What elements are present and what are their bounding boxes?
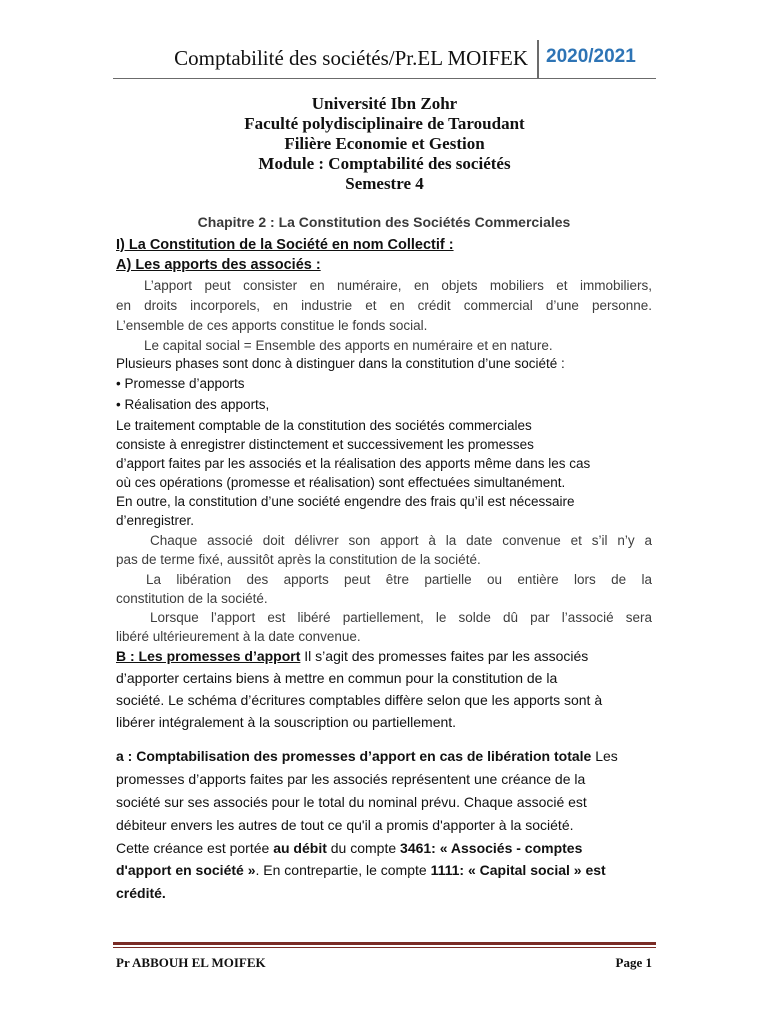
paragraph-line: Le traitement comptable de la constitution des sociétés commerciales — [116, 418, 532, 433]
account-1111: 1111: « Capital social » est — [430, 862, 606, 878]
account-debit-line — [116, 840, 652, 856]
paragraph-line: L’ensemble de ces apports constitue le fonds social. — [116, 318, 428, 333]
account-credit-line — [116, 862, 652, 878]
paragraph-line: crédité. — [116, 885, 166, 901]
paragraph-line: où ces opérations (promesse et réalisation) sont effectuées simultanément. — [116, 475, 566, 490]
account-3461: 3461: « Associés - comptes — [400, 840, 583, 856]
section-a-text: Les — [591, 748, 618, 764]
paragraph-line: libérer intégralement à la souscription ou partiellement. — [116, 714, 457, 730]
paragraph-line: débiteur envers les autres de tout ce qu'il a promis d'apporter à la société. — [116, 817, 574, 833]
section-B-first-line — [116, 648, 652, 664]
phases-intro: Plusieurs phases sont donc à distinguer dans la constitution d’une société : — [116, 356, 565, 371]
text-run: Cette créance est portée — [116, 840, 274, 856]
paragraph-line: En outre, la constitution d’une société engendre des frais qu’il est nécessaire — [116, 494, 575, 509]
text-run-bold: au débit — [273, 840, 327, 856]
footer-rule-thin — [113, 947, 656, 948]
header-title: Comptabilité des sociétés/Pr.EL MOIFEK — [174, 46, 528, 70]
bullet-item: • Réalisation des apports, — [116, 397, 270, 412]
paragraph-line: constitution de la société. — [116, 591, 268, 606]
paragraph-line: libéré ultérieurement à la date convenue. — [116, 629, 361, 644]
paragraph-line: Lorsque l’apport est libéré partiellement, le solde dû par l’associé sera — [150, 610, 652, 625]
section-heading-A: A) Les apports des associés : — [116, 257, 321, 273]
paragraph-line: Chaque associé doit délivrer son apport à la date convenue et s’il n’y a — [150, 533, 652, 548]
bullet-item: • Promesse d’apports — [116, 376, 245, 391]
faculty-name: Faculté polydisciplinaire de Taroudant — [244, 114, 525, 133]
university-name: Université Ibn Zohr — [311, 94, 458, 113]
section-heading-I: I) La Constitution de la Société en nom Collectif : — [116, 237, 454, 253]
paragraph-line: d’enregistrer. — [116, 513, 195, 528]
paragraph-line: L’apport peut consister en numéraire, en objets mobiliers et immobiliers, — [144, 278, 652, 293]
program-name: Filière Economie et Gestion — [284, 134, 485, 153]
paragraph-line: d’apporter certains biens à mettre en commun pour la constitution de la — [116, 670, 558, 686]
section-heading-a: a : Comptabilisation des promesses d’apport en cas de libération totale — [116, 748, 592, 764]
paragraph-line: consiste à enregistrer distinctement et successivement les promesses — [116, 437, 534, 452]
capital-social-definition: Le capital social = Ensemble des apports en numéraire et en nature. — [144, 338, 553, 353]
section-heading-B: B : Les promesses d’apport — [116, 648, 301, 664]
footer-author: Pr ABBOUH EL MOIFEK — [116, 955, 266, 970]
text-run-bold: d'apport en société » — [116, 862, 256, 878]
paragraph-line: pas de terme fixé, aussitôt après la constitution de la société. — [116, 552, 481, 567]
paragraph-line: La libération des apports peut être partielle ou entière lors de la — [146, 572, 652, 587]
paragraph-line: société sur ses associés pour le total du nominal prévu. Chaque associé est — [116, 794, 587, 810]
footer-rule-thick — [113, 942, 656, 945]
text-run: . En contrepartie, le compte — [255, 862, 431, 878]
header-rule — [113, 78, 656, 79]
chapter-title: Chapitre 2 : La Constitution des Sociétés Commerciales — [197, 214, 571, 230]
paragraph-line: société. Le schéma d’écritures comptables diffère selon que les apports sont à — [116, 692, 603, 708]
institution-block — [113, 94, 656, 194]
paragraph-line: promesses d’apports faites par les associés représentent une créance de la — [116, 771, 586, 787]
semester: Semestre 4 — [345, 174, 424, 193]
text-run: du compte — [326, 840, 401, 856]
module-name: Module : Comptabilité des sociétés — [258, 154, 511, 173]
section-B-text: Il s’agit des promesses faites par les associés — [300, 648, 589, 664]
header-year: 2020/2021 — [546, 46, 636, 67]
section-a-first-line — [116, 748, 652, 764]
paragraph-line: d’apport faites par les associés et la réalisation des apports même dans les cas — [116, 456, 591, 471]
paragraph-line: en droits incorporels, en industrie et en crédit commercial d’une personne. — [116, 298, 652, 313]
page-number: Page 1 — [615, 955, 652, 970]
header-divider — [537, 40, 539, 78]
